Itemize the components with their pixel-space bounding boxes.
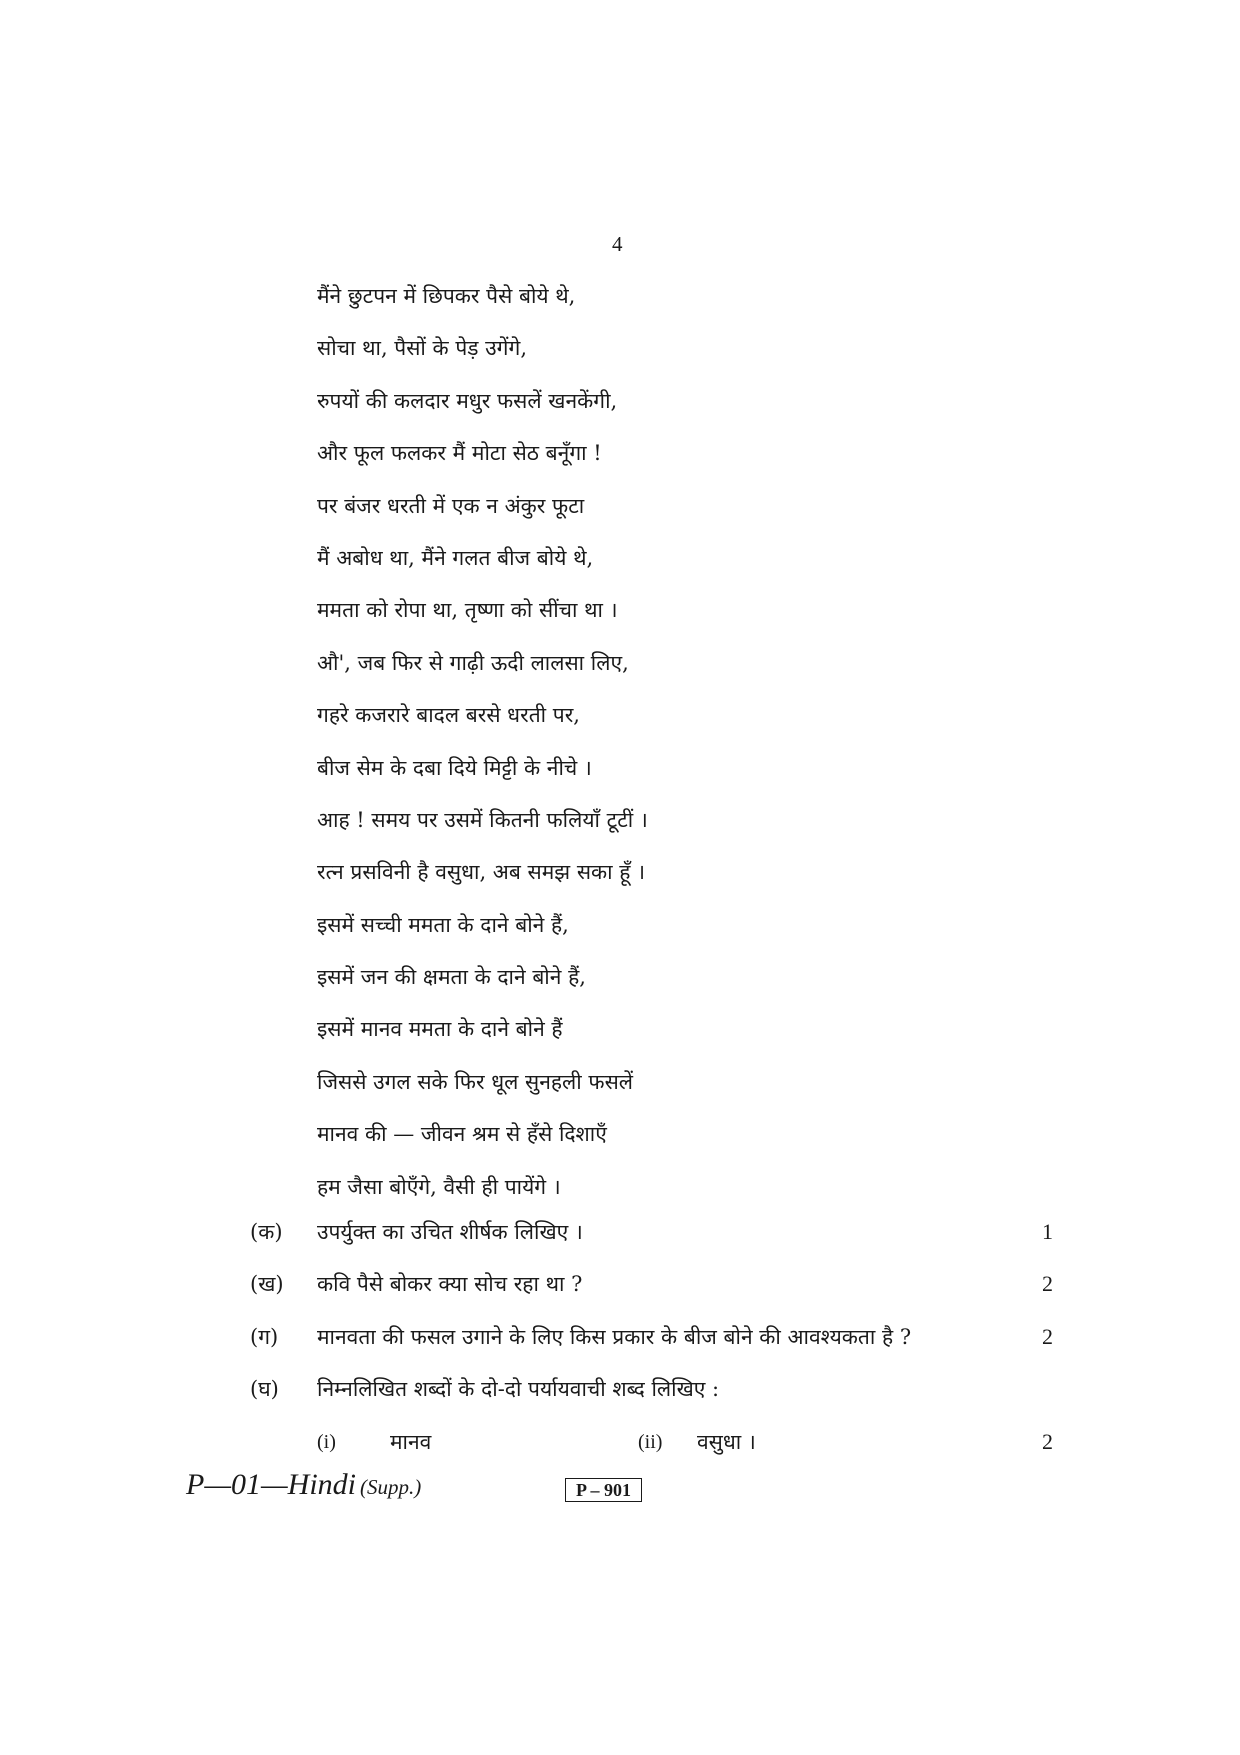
poem-line: गहरे कजरारे बादल बरसे धरती पर, — [317, 703, 580, 728]
poem-line: सोचा था, पैसों के पेड़ उगेंगे, — [317, 336, 528, 361]
poem-line: हम जैसा बोएँगे, वैसी ही पायेंगे । — [317, 1174, 561, 1199]
paper-code — [186, 1468, 421, 1502]
paper-code-main: P—01—Hindi — [186, 1468, 357, 1501]
question-text: मानवता की फसल उगाने के लिए किस प्रकार के बीज बोने की आवश्यकता है ? — [317, 1324, 912, 1349]
page-number: 4 — [612, 232, 623, 256]
question-text: कवि पैसे बोकर क्या सोच रहा था ? — [317, 1272, 583, 1297]
poem-line: रुपयों की कलदार मधुर फसलें खनकेंगी, — [317, 388, 618, 413]
poem-line: मैं अबोध था, मैंने गलत बीज बोये थे, — [317, 545, 594, 570]
poem-line: इसमें मानव ममता के दाने बोने हैं — [317, 1017, 563, 1042]
paper-series-box: P – 901 — [565, 1478, 642, 1502]
poem-line: ममता को रोपा था, तृष्णा को सींचा था । — [317, 598, 618, 623]
poem-line: और फूल फलकर मैं मोटा सेठ बनूँगा ! — [317, 441, 602, 466]
question-marks: 2 — [1042, 1271, 1053, 1297]
poem-line: बीज सेम के दबा दिये मिट्टी के नीचे । — [317, 755, 592, 780]
poem-line: औ', जब फिर से गाढ़ी ऊदी लालसा लिए, — [317, 650, 629, 675]
question-label: (क) — [250, 1220, 283, 1244]
question-label: (घ) — [250, 1377, 279, 1402]
question-text: उपर्युक्त का उचित शीर्षक लिखिए । — [317, 1220, 583, 1244]
subpart-label-i: (i) — [317, 1430, 336, 1453]
poem-line: इसमें सच्ची ममता के दाने बोने हैं, — [317, 912, 569, 937]
question-text: निम्नलिखित शब्दों के दो-दो पर्यायवाची शब्द लिखिए : — [317, 1377, 720, 1402]
question-marks: 1 — [1042, 1219, 1053, 1244]
question-gha-subparts — [250, 1416, 1053, 1468]
poem-passage — [317, 270, 648, 1213]
subpart-label-ii: (ii) — [638, 1430, 663, 1453]
poem-line: रत्न प्रसविनी है वसुधा, अब समझ सका हूँ । — [317, 860, 646, 885]
question-marks: 2 — [1042, 1323, 1053, 1349]
question-kha — [250, 1258, 1053, 1310]
poem-line: आह ! समय पर उसमें कितनी फलियाँ टूटीं । — [317, 807, 648, 832]
question-gha — [250, 1363, 1050, 1415]
poem-line: मानव की — जीवन श्रम से हँसे दिशाएँ — [317, 1122, 607, 1147]
poem-line: इसमें जन की क्षमता के दाने बोने हैं, — [317, 965, 586, 990]
poem-line: जिससे उगल सके फिर धूल सुनहली फसलें — [317, 1069, 634, 1094]
question-marks: 2 — [1042, 1428, 1053, 1454]
paper-code-supp: (Supp.) — [360, 1475, 422, 1499]
subpart-word-ii: वसुधा । — [697, 1429, 756, 1454]
question-list — [250, 1206, 1053, 1468]
subpart-word-i: मानव — [390, 1429, 432, 1454]
question-ga — [250, 1311, 1053, 1363]
question-ka — [250, 1206, 1053, 1258]
question-label: (ग) — [250, 1324, 279, 1349]
poem-line: पर बंजर धरती में एक न अंकुर फूटा — [317, 493, 585, 518]
poem-line: मैंने छुटपन में छिपकर पैसे बोये थे, — [317, 284, 576, 308]
question-label: (ख) — [250, 1272, 284, 1297]
